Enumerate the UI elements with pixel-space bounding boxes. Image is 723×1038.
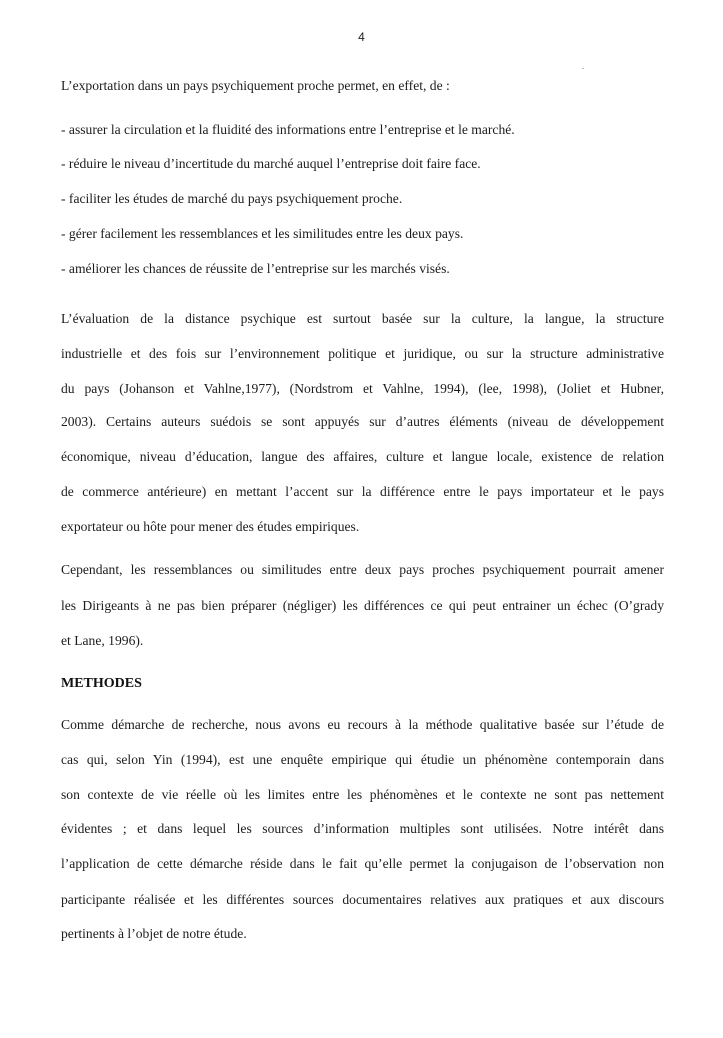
- paragraph-line: 2003). Certains auteurs suédois se sont appuyés sur d’autres éléments (niveau de développement: [61, 414, 664, 429]
- paragraph-line: les Dirigeants à ne pas bien préparer (négliger) les différences ce qui peut entrainer un échec (O’grady: [61, 598, 664, 613]
- bullet-item: - assurer la circulation et la fluidité des informations entre l’entreprise et le marché.: [61, 122, 515, 137]
- paragraph-line: du pays (Johanson et Vahlne,1977), (Nordstrom et Vahlne, 1994), (lee, 1998), (Joliet et Hubner,: [61, 381, 664, 396]
- bullet-item: - réduire le niveau d’incertitude du marché auquel l’entreprise doit faire face.: [61, 156, 481, 171]
- paragraph-line: économique, niveau d’éducation, langue des affaires, culture et langue locale, existence de relation: [61, 449, 664, 464]
- paragraph-line: Cependant, les ressemblances ou similitudes entre deux pays proches psychiquement pourrait amener: [61, 562, 664, 577]
- paragraph-line: de commerce antérieure) en mettant l’accent sur la différence entre le pays importateur et le pays: [61, 484, 664, 499]
- intro-line: L’exportation dans un pays psychiquement proche permet, en effet, de :: [61, 78, 450, 93]
- bullet-item: - faciliter les études de marché du pays psychiquement proche.: [61, 191, 403, 206]
- paragraph-line: cas qui, selon Yin (1994), est une enquête empirique qui étudie un phénomène contemporain dans: [61, 752, 664, 767]
- scan-speck: [582, 68, 584, 69]
- paragraph-line: pertinents à l’objet de notre étude.: [61, 926, 247, 941]
- paragraph-line: L’évaluation de la distance psychique est surtout basée sur la culture, la langue, la structure: [61, 311, 664, 326]
- paragraph-line: évidentes ; et dans lequel les sources d’information multiples sont utilisées. Notre intérêt dans: [61, 821, 664, 836]
- paragraph-line: participante réalisée et les différentes sources documentaires relatives aux pratiques et aux discours: [61, 892, 664, 907]
- paragraph-line: son contexte de vie réelle où les limites entre les phénomènes et le contexte ne sont pas nettement: [61, 787, 664, 802]
- paragraph-line: et Lane, 1996).: [61, 633, 144, 648]
- bullet-item: - gérer facilement les ressemblances et les similitudes entre les deux pays.: [61, 226, 464, 241]
- section-heading: METHODES: [61, 676, 142, 691]
- page-number: 4: [358, 30, 365, 44]
- paragraph-line: industrielle et des fois sur l’environnement politique et juridique, ou sur la structure administrative: [61, 346, 664, 361]
- paragraph-line: Comme démarche de recherche, nous avons eu recours à la méthode qualitative basée sur l’étude de: [61, 717, 664, 732]
- paragraph-line: l’application de cette démarche réside dans le fait qu’elle permet la conjugaison de l’observation non: [61, 856, 664, 871]
- paragraph-line: exportateur ou hôte pour mener des études empiriques.: [61, 519, 360, 534]
- bullet-item: - améliorer les chances de réussite de l’entreprise sur les marchés visés.: [61, 261, 450, 276]
